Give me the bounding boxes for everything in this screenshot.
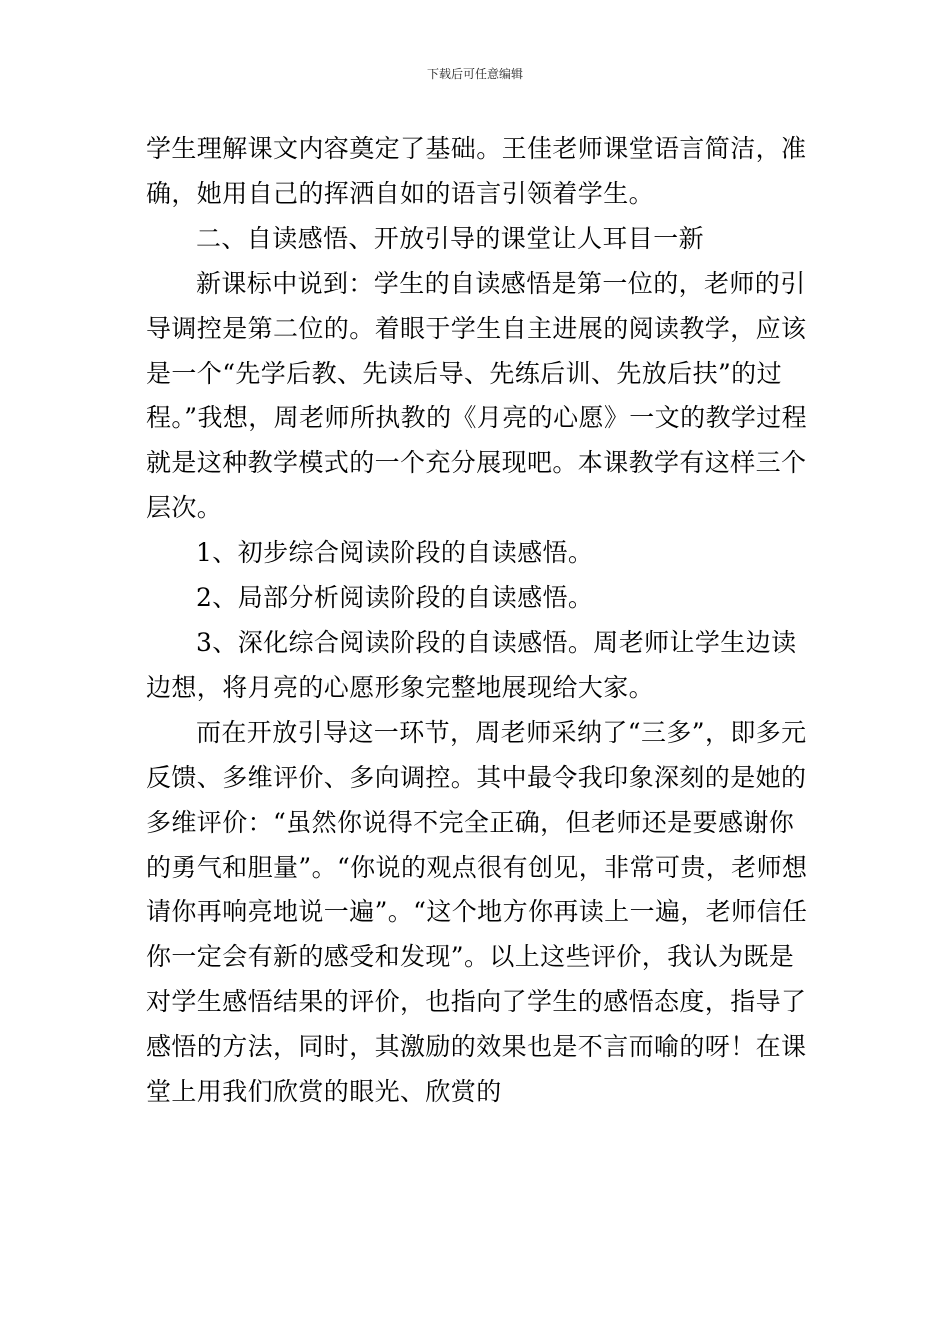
- page-header: 下载后可任意编辑: [426, 67, 523, 81]
- list-item: 1、初步综合阅读阶段的自读感悟。: [196, 538, 594, 568]
- document-body: [146, 127, 808, 1115]
- list-item: 2、局部分析阅读阶段的自读感悟。: [196, 583, 594, 613]
- section-heading: 二、自读感悟、开放引导的课堂让人耳目一新: [196, 223, 705, 253]
- list-item: 3、深化综合阅读阶段的自读感悟。周老师让学生边读边想，将月亮的心愿形象完整地展现给大家。: [146, 627, 797, 702]
- paragraph-continuation: 学生理解课文内容奠定了基础。王佳老师课堂语言简洁，准确，她用自己的挥洒自如的语言引领着学生。: [146, 134, 807, 208]
- paragraph: 而在开放引导这一环节，周老师采纳了“三多”，即多元反馈、多维评价、多向调控。其中最令我印象深刻的是她的多维评价：“虽然你说得不完全正确，但老师还是要感谢你的勇气和胆量”。“你说的观点很有创见，非常可贵，老师想请你再响亮地说一遍”。“这个地方你再读上一遍，老师信任你一定会有新的感受和发现”。以上这些评价，我认为既是对学生感悟结果的评价，也指向了学生的感悟态度，指导了感悟的方法，同时，其激励的效果也是不言而喻的呀！在课堂上用我们欣赏的眼光、欣赏的: [146, 717, 808, 1107]
- paragraph: 新课标中说到：学生的自读感悟是第一位的，老师的引导调控是第二位的。着眼于学生自主进展的阅读教学，应该是一个“先学后教、先读后导、先练后训、先放后扶”的过程。”我想，周老师所执教的《月亮的心愿》一文的教学过程就是这种教学模式的一个充分展现吧。本课教学有这样三个层次。: [146, 268, 808, 523]
